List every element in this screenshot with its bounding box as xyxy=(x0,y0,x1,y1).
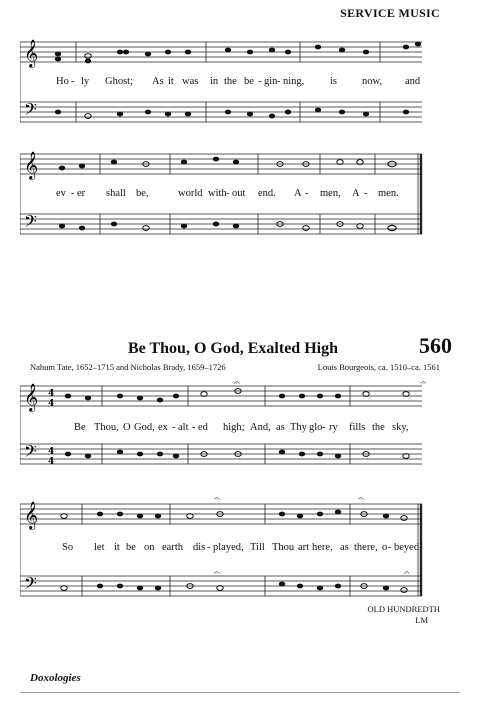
lyric-syllable: Thou, xyxy=(94,422,119,433)
lyric-syllable: Be xyxy=(74,422,86,433)
lyric-syllable: it xyxy=(168,76,174,87)
lyric-syllable: ning, xyxy=(283,76,305,87)
lyric-syllable: fills xyxy=(349,422,366,433)
lyric-syllable: sky, xyxy=(392,422,409,433)
lyric-syllable: let xyxy=(94,542,105,553)
lyric-syllable: er xyxy=(77,188,86,199)
lyric-syllable: as xyxy=(276,422,285,433)
footer-rule xyxy=(20,692,460,693)
lyric-syllable: - xyxy=(71,188,75,199)
lyric-syllable: As xyxy=(152,76,164,87)
lyric-syllable: be, xyxy=(136,188,149,199)
lyric-syllable: men, xyxy=(320,188,341,199)
lyric-syllable: as xyxy=(340,542,349,553)
svg-text:4: 4 xyxy=(48,447,55,457)
lyric-syllable: Ho xyxy=(56,76,69,87)
lyric-syllable: now, xyxy=(362,76,383,87)
lyric-syllable: ry xyxy=(329,422,338,433)
lyric-syllable: - xyxy=(305,188,309,199)
lyric-syllable: ex xyxy=(158,422,168,433)
lyric-syllable: Thy xyxy=(290,422,307,433)
svg-text:𝄐: 𝄐 xyxy=(214,494,220,505)
music-system-3 xyxy=(20,374,430,478)
lyric-syllable: - xyxy=(388,542,392,553)
lyric-syllable: with xyxy=(208,188,227,199)
lyric-syllable: A xyxy=(294,188,302,199)
lyric-syllable: end. xyxy=(258,188,276,199)
lyric-syllable: ed xyxy=(198,422,208,433)
svg-text:4: 4 xyxy=(48,457,55,467)
svg-text:𝄐: 𝄐 xyxy=(214,568,220,579)
lyric-syllable: be xyxy=(126,542,136,553)
tune-name: OLD HUNDREDTH xyxy=(367,604,440,614)
lyric-syllable: - xyxy=(207,542,211,553)
svg-text:4: 4 xyxy=(48,389,55,399)
lyric-syllable: Thou xyxy=(272,542,295,553)
lyric-syllable: is xyxy=(330,76,338,87)
svg-text:𝄢: 𝄢 xyxy=(24,211,37,235)
lyric-syllable: out xyxy=(232,188,246,199)
lyric-syllable: - xyxy=(71,76,75,87)
lyric-syllable: O xyxy=(123,422,131,433)
lyric-syllable: be xyxy=(244,76,254,87)
lyric-syllable: - xyxy=(192,422,196,433)
lyric-syllable: the xyxy=(224,76,237,87)
lyric-syllable: And, xyxy=(250,422,271,433)
lyric-syllable: ly xyxy=(81,76,90,87)
lyric-syllable: it xyxy=(114,542,120,553)
lyric-syllable: gin xyxy=(264,76,278,87)
lyric-syllable: - xyxy=(226,188,230,199)
lyric-syllable: - xyxy=(364,188,368,199)
music-credit: Louis Bourgeois, ca. 1510–ca. 1561 xyxy=(317,362,440,372)
lyric-syllable: shall xyxy=(106,188,126,199)
svg-text:𝄢: 𝄢 xyxy=(24,99,37,123)
lyric-syllable: - xyxy=(277,76,281,87)
svg-text:𝄞: 𝄞 xyxy=(24,501,39,529)
lyric-syllable: played, xyxy=(213,542,244,553)
lyric-syllable: and xyxy=(405,76,421,87)
lyric-syllable: art xyxy=(298,542,310,553)
svg-text:4: 4 xyxy=(48,399,55,409)
lyric-syllable: there, xyxy=(354,542,378,553)
lyric-syllable: A xyxy=(352,188,360,199)
svg-text:𝄐: 𝄐 xyxy=(420,378,426,389)
lyric-syllable: was xyxy=(182,76,199,87)
section-footer: Doxologies xyxy=(30,672,81,684)
lyric-syllable: Ghost; xyxy=(105,76,134,87)
hymn-title: Be Thou, O God, Exalted High xyxy=(128,340,338,357)
svg-text:𝄐: 𝄐 xyxy=(234,378,240,389)
lyric-syllable: God, xyxy=(134,422,155,433)
meter: LM xyxy=(415,615,428,625)
lyric-syllable: men. xyxy=(378,188,399,199)
lyric-syllable: - xyxy=(172,422,176,433)
svg-text:𝄢: 𝄢 xyxy=(24,441,37,465)
lyric-syllable: So xyxy=(62,542,74,553)
music-system-4 xyxy=(20,488,430,600)
lyric-syllable: earth xyxy=(162,542,183,553)
svg-text:𝄞: 𝄞 xyxy=(24,39,39,67)
lyric-syllable: - xyxy=(322,422,326,433)
lyric-syllable: in xyxy=(210,76,219,87)
lyric-syllable: glo xyxy=(309,422,323,433)
section-header: SERVICE MUSIC xyxy=(340,6,440,20)
lyric-syllable: dis xyxy=(193,542,206,553)
lyric-syllable: high; xyxy=(223,422,245,433)
lyric-syllable: here, xyxy=(312,542,333,553)
lyric-syllable: Till xyxy=(250,542,265,553)
music-system-2 xyxy=(20,146,430,250)
svg-text:𝄢: 𝄢 xyxy=(24,573,37,597)
lyric-syllable: o xyxy=(382,542,388,553)
hymn-number: 560 xyxy=(419,333,452,358)
lyric-syllable: the xyxy=(372,422,385,433)
lyric-syllable: beyed. xyxy=(394,542,422,553)
lyric-syllable: on xyxy=(144,542,155,553)
words-credit: Nahum Tate, 1652–1715 and Nicholas Brady, 1659–1726 xyxy=(30,362,226,372)
svg-text:𝄐: 𝄐 xyxy=(404,568,410,579)
lyric-syllable: ev xyxy=(56,188,66,199)
svg-text:𝄐: 𝄐 xyxy=(358,494,364,505)
svg-text:𝄞: 𝄞 xyxy=(24,151,39,179)
lyric-syllable: world xyxy=(178,188,203,199)
lyric-syllable: - xyxy=(258,76,262,87)
svg-text:𝄞: 𝄞 xyxy=(24,383,39,411)
lyric-syllable: alt xyxy=(178,422,189,433)
music-system-1 xyxy=(20,34,430,138)
